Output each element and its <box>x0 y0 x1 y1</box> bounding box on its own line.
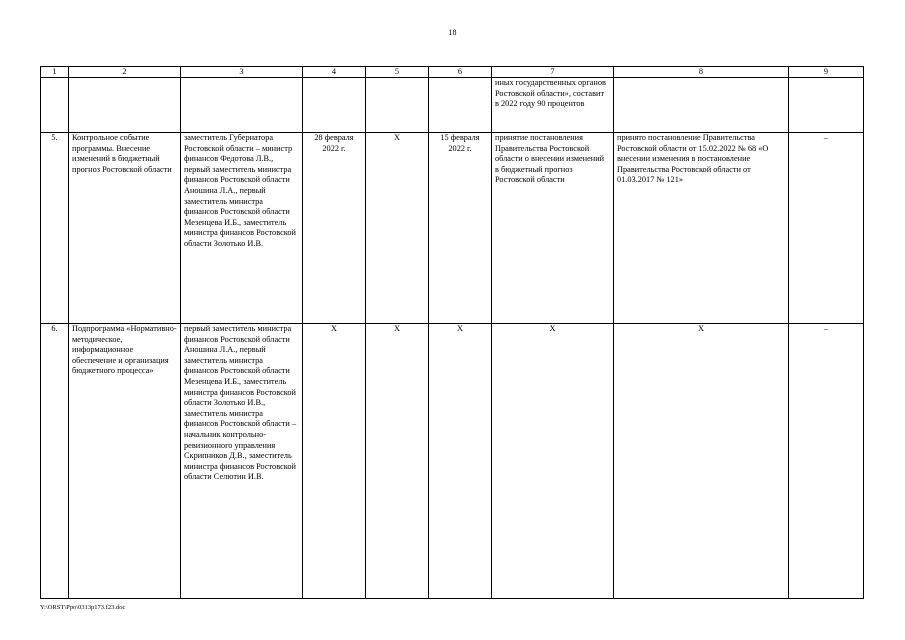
column-5-value: X <box>366 133 429 324</box>
event-name: Контрольное событие программы. Внесение изменений в бюджетный прогноз Ростовской области <box>69 133 181 324</box>
event-name: Подпрограмма «Нормативно-методическое, информационное обеспечение и организация бюджетного процесса» <box>69 324 181 599</box>
planned-result: X <box>492 324 614 599</box>
actual-date: 15 февраля 2022 г. <box>429 133 492 324</box>
column-9-value: – <box>789 324 864 599</box>
col-header-8: 8 <box>614 67 789 78</box>
planned-date: 28 февраля 2022 г. <box>303 133 366 324</box>
file-path-footer: Y:\ORST\Ppo\0313p173.f23.doc <box>40 604 126 611</box>
table-row <box>41 133 864 324</box>
row-number: 6. <box>41 324 69 599</box>
header-row <box>41 67 864 78</box>
responsible-persons: первый заместитель министра финансов Ростовской области Аношина Л.А., первый заместитель министра финансов Ростовской области Мезенцева И.Б., заместитель министра финансов Ростовской области Золотько И.В., заместитель министра финансов Ростовской области – начальник контрольно-ревизионного управления Скрипников Д.В., заместитель министра финансов Ростовской области Селютин И.В. <box>181 324 303 599</box>
col-header-3: 3 <box>181 67 303 78</box>
col-header-7: 7 <box>492 67 614 78</box>
continuation-result-cell: иных государственных органов Ростовской области», составит в 2022 году 90 процентов <box>492 78 614 133</box>
actual-result: принято постановление Правительства Ростовской области от 15.02.2022 № 68 «О внесении изменения в постановление Правительства Ростовской области от 01.03.2017 № 121» <box>614 133 789 324</box>
col-header-1: 1 <box>41 67 69 78</box>
planned-date: X <box>303 324 366 599</box>
table-row <box>41 324 864 599</box>
page-number: 18 <box>448 28 457 37</box>
report-table <box>40 66 864 599</box>
col-header-2: 2 <box>69 67 181 78</box>
col-header-9: 9 <box>789 67 864 78</box>
col-header-5: 5 <box>366 67 429 78</box>
actual-date: X <box>429 324 492 599</box>
col-header-6: 6 <box>429 67 492 78</box>
actual-result: X <box>614 324 789 599</box>
column-5-value: X <box>366 324 429 599</box>
col-header-4: 4 <box>303 67 366 78</box>
column-9-value: – <box>789 133 864 324</box>
continuation-row <box>41 78 864 133</box>
row-number: 5. <box>41 133 69 324</box>
planned-result: принятие постановления Правительства Ростовской области о внесении изменений в бюджетный прогноз Ростовской области <box>492 133 614 324</box>
responsible-persons: заместитель Губернатора Ростовской области – министр финансов Федотова Л.В., первый заместитель министра финансов Ростовской области Аношина Л.А., первый заместитель министра финансов Ростовской области Мезенцева И.Б., заместитель министра финансов Ростовской области Золотько И.В. <box>181 133 303 324</box>
